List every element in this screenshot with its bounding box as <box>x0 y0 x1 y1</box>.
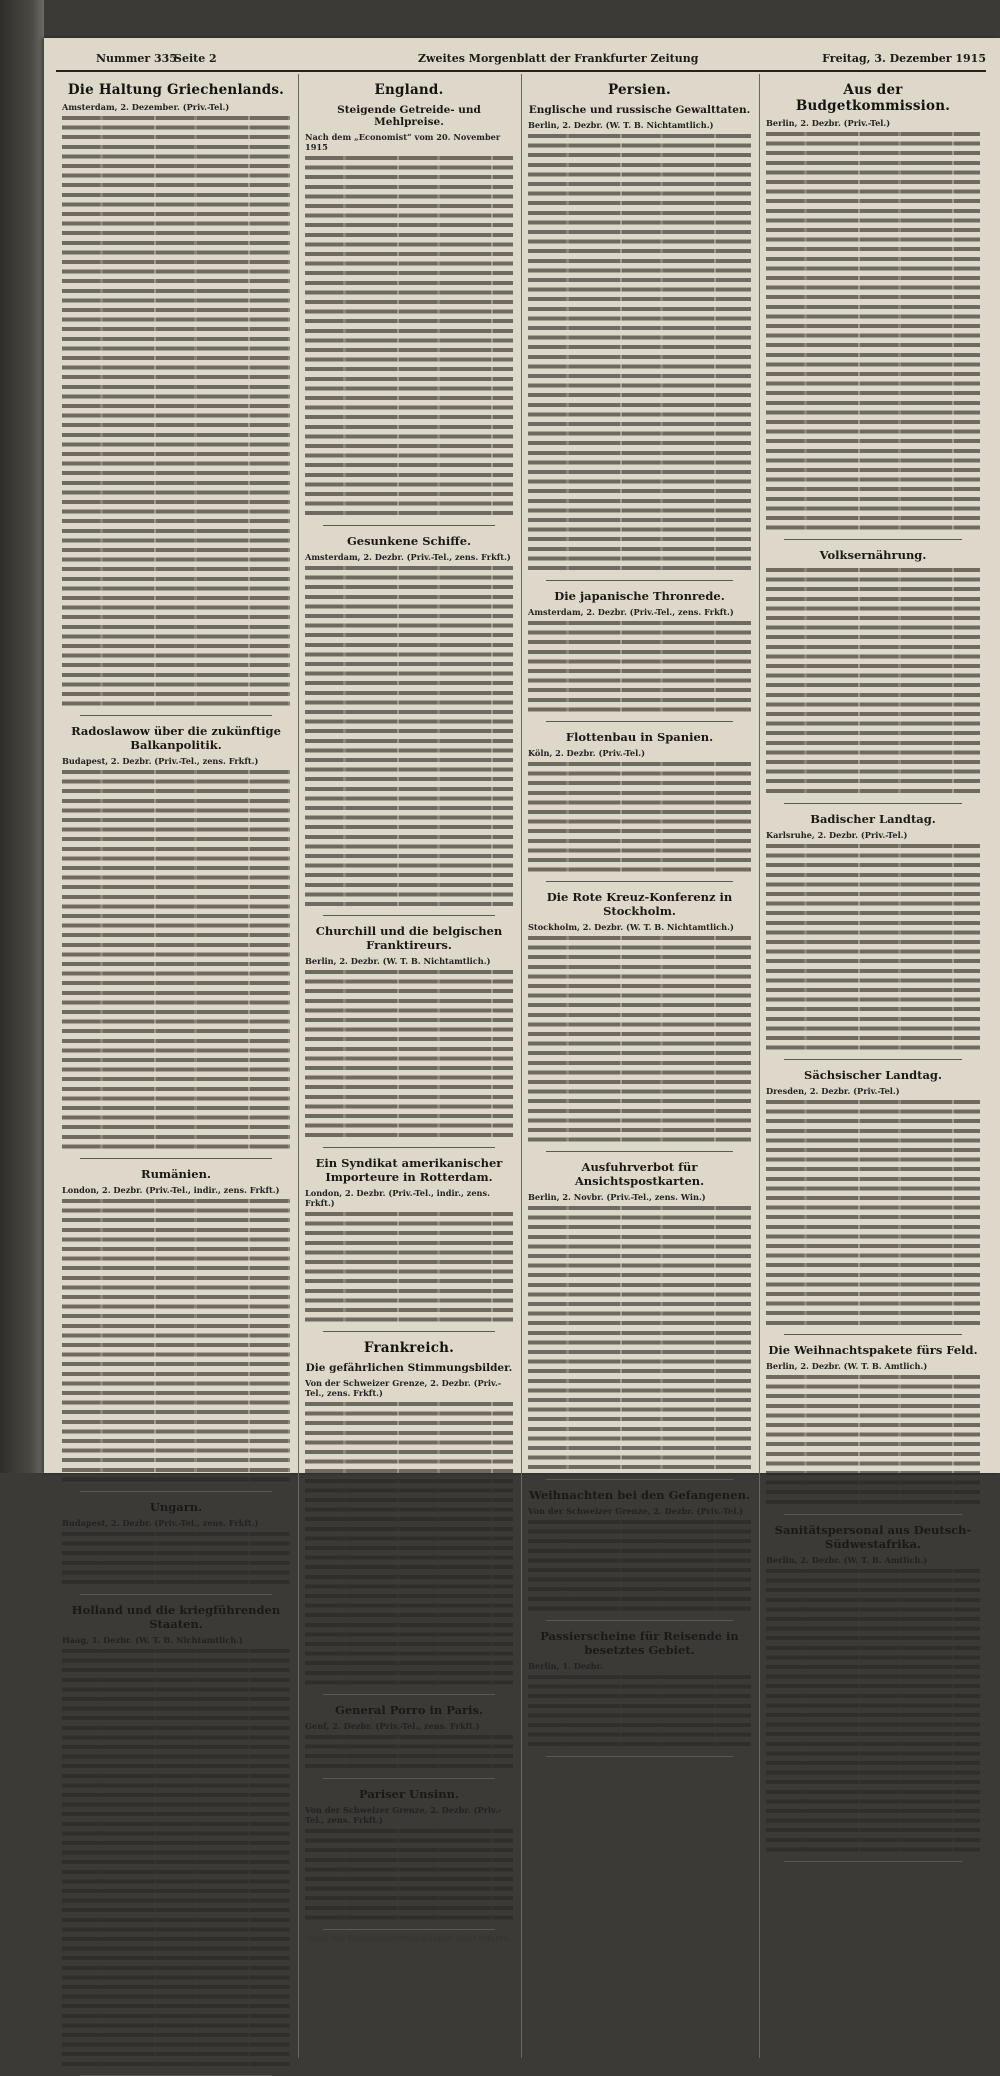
article-divider <box>323 1331 495 1332</box>
article-dateline: Amsterdam, 2. Dezbr. (Priv.-Tel., zens. Frkft.) <box>305 551 511 562</box>
article-dateline: Genf, 2. Dezbr. (Priv.-Tel., zens. Frkft.) <box>305 1721 480 1732</box>
article-divider <box>323 525 495 526</box>
columns <box>56 74 988 2058</box>
article-body-text <box>766 130 980 533</box>
article-title: Die Haltung Griechenlands. <box>67 82 285 98</box>
article-dateline: Nach dem „Economist“ vom 20. November 1915 <box>305 132 501 152</box>
article-divider <box>546 580 733 581</box>
article-divider <box>546 1756 733 1757</box>
column-3 <box>522 74 760 2058</box>
article-body-text <box>766 1373 980 1507</box>
article-title: Ein Syndikat amerikanischer Importeure in Rotterdam. <box>315 1156 503 1185</box>
article-title: Ausfuhrverbot für Ansichtspostkarten. <box>574 1159 705 1188</box>
article-body-text <box>528 760 751 875</box>
article-dateline: Von der Schweizer Grenze, 2. Dezbr. (Priv.-Tel.) <box>528 1505 744 1516</box>
article-dateline: Berlin, 2. Dezbr. (W. T. B. Amtlich.) <box>766 1554 928 1565</box>
article-dateline: Von der Schweizer Grenze, 2. Dezbr. (Priv.-Tel., zens. Frkft.) <box>305 1378 502 1399</box>
article-title: General Porro in Paris. <box>335 1703 483 1718</box>
article-title: Rumänien. <box>141 1167 211 1182</box>
article-title: Aus der Budgetkommission. <box>795 82 951 114</box>
article-title: Passierscheine für Reisende in besetztes Gebiet. <box>540 1628 739 1657</box>
article-body-text <box>62 1197 290 1485</box>
article-body-text <box>528 1518 751 1614</box>
article-title: Flottenbau in Spanien. <box>565 729 714 744</box>
article-body-text <box>62 768 290 1152</box>
article-title: Persien. <box>608 82 671 98</box>
article-title: Radoslawow über die zukünftige Balkanpolitik. <box>71 724 281 753</box>
article-title: Pariser Unsinn. <box>358 1786 460 1801</box>
article-dateline: London, 2. Dezbr. (Priv.-Tel., indir., zens. Frkft.) <box>305 1188 490 1209</box>
article-title: Churchill und die belgischen Franktireurs. <box>315 924 503 953</box>
article-divider <box>80 1158 272 1159</box>
article-divider <box>546 721 733 722</box>
article-body-text <box>766 1098 980 1328</box>
article-title: Die japanische Thronrede. <box>554 588 725 603</box>
article-dateline: Dresden, 2. Dezbr. (Priv.-Tel.) <box>766 1085 900 1096</box>
article-divider <box>546 1151 733 1152</box>
article-divider <box>784 539 962 540</box>
article-body-text <box>528 619 751 715</box>
article-dateline: Berlin, 2. Dezbr. (W. T. B. Nichtamtlich.) <box>528 120 714 130</box>
article-body-text <box>528 934 751 1145</box>
article-body-text <box>305 968 513 1141</box>
article-title: Gesunkene Schiffe. <box>346 533 472 548</box>
article-title: Holland und die kriegführenden Staaten. <box>71 1602 281 1631</box>
article-dateline: Berlin, 2. Dezbr. (Priv.-Tel.) <box>766 118 891 128</box>
masthead <box>56 48 986 72</box>
article-divider <box>784 803 962 804</box>
book-binding <box>0 0 44 1473</box>
article-divider <box>80 1594 272 1595</box>
article-divider <box>784 1861 962 1862</box>
article-body-text <box>305 1210 513 1325</box>
article-dateline: Budapest, 2. Dezbr. (Priv.-Tel., zens. Frkft.) <box>62 1518 259 1529</box>
column-footer-text: Inhalt der Reichstagsverhandlungen nicht erfahre. <box>305 1933 512 1943</box>
column-2 <box>299 74 522 2058</box>
article-title: Die Rote Kreuz-Konferenz in Stockholm. <box>546 889 733 918</box>
article-title: Weihnachten bei den Gefangenen. <box>529 1487 750 1502</box>
article-dateline: London, 2. Dezbr. (Priv.-Tel., indir., zens. Frkft.) <box>62 1185 280 1196</box>
article-subtitle: Englische und russische Gewalttaten. <box>528 104 751 116</box>
issue-number: Nummer 335 <box>96 52 177 65</box>
article-body-text <box>305 564 513 910</box>
page-number: Seite 2 <box>174 52 217 65</box>
newspaper-name: Zweites Morgenblatt der Frankfurter Zeitung <box>418 52 699 65</box>
article-divider <box>323 1694 495 1695</box>
issue-date: Freitag, 3. Dezember 1915 <box>822 52 986 65</box>
article-divider <box>784 1059 962 1060</box>
article-subtitle: Die gefährlichen Stimmungsbilder. <box>305 1362 513 1375</box>
article-dateline: Berlin, 1. Dezbr. <box>528 1660 603 1671</box>
article-dateline: Köln, 2. Dezbr. (Priv.-Tel.) <box>528 747 645 758</box>
article-divider <box>784 1514 962 1515</box>
article-body-text <box>305 1733 513 1771</box>
article-divider <box>323 1929 495 1930</box>
article-divider <box>784 1334 962 1335</box>
article-dateline: Budapest, 2. Dezbr. (Priv.-Tel., zens. Frkft.) <box>62 756 259 767</box>
article-dateline: Berlin, 2. Dezbr. (W. T. B. Nichtamtlich.) <box>305 956 491 967</box>
article-title: Frankreich. <box>363 1340 455 1357</box>
article-body-text <box>305 1400 513 1688</box>
article-divider <box>80 1491 272 1492</box>
article-title: Sächsischer Landtag. <box>804 1067 942 1082</box>
article-body-text <box>766 566 980 796</box>
article-body-text <box>62 1530 290 1588</box>
article-body-text <box>766 842 980 1053</box>
article-title: Sanitätspersonal aus Deutsch-Südwestafrika. <box>774 1522 972 1551</box>
article-title: Die Weihnachtspakete fürs Feld. <box>768 1343 978 1358</box>
article-body-text <box>305 154 513 519</box>
article-body-text <box>305 1827 513 1923</box>
article-dateline: Von der Schweizer Grenze, 2. Dezbr. (Priv.-Tel., zens. Frkft.) <box>305 1804 502 1825</box>
column-4 <box>760 74 988 2058</box>
article-subtitle: Steigende Getreide- und Mehlpreise. <box>337 104 481 128</box>
article-divider <box>80 715 272 716</box>
article-divider <box>546 881 733 882</box>
column-1 <box>56 74 299 2058</box>
article-title: England. <box>374 82 444 98</box>
article-dateline: Amsterdam, 2. Dezbr. (Priv.-Tel., zens. Frkft.) <box>528 606 734 617</box>
article-title: Badischer Landtag. <box>810 811 936 826</box>
article-dateline: Berlin, 2. Dezbr. (W. T. B. Amtlich.) <box>766 1361 928 1372</box>
article-body-text <box>62 1647 290 2069</box>
article-divider <box>323 915 495 916</box>
article-body-text <box>528 1204 751 1473</box>
article-dateline: Amsterdam, 2. Dezember. (Priv.-Tel.) <box>62 102 230 112</box>
article-body-text <box>528 132 751 574</box>
article-title: Volksernährung. <box>819 548 927 563</box>
article-divider <box>546 1620 733 1621</box>
article-body-text <box>62 114 290 709</box>
article-divider <box>323 1147 495 1148</box>
article-dateline: Haag, 1. Dezbr. (W. T. B. Nichtamtlich.) <box>62 1634 243 1645</box>
article-dateline: Stockholm, 2. Dezbr. (W. T. B. Nichtamtlich.) <box>528 921 734 932</box>
article-body-text <box>766 1567 980 1855</box>
article-divider <box>546 1479 733 1480</box>
article-body-text <box>528 1673 751 1750</box>
article-title: Ungarn. <box>149 1500 203 1515</box>
article-dateline: Karlsruhe, 2. Dezbr. (Priv.-Tel.) <box>766 829 908 840</box>
article-divider <box>323 1778 495 1779</box>
article-dateline: Berlin, 2. Novbr. (Priv.-Tel., zens. Win.) <box>528 1191 706 1202</box>
